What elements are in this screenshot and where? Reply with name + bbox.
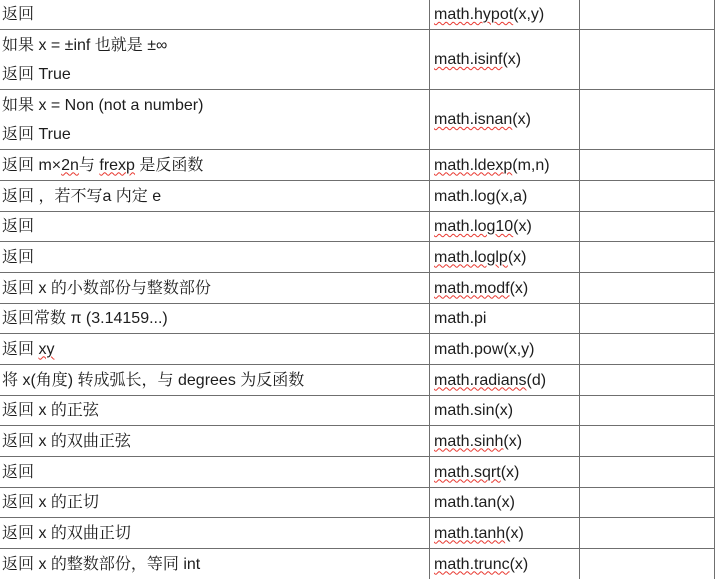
text-segment: 返回 x 的正切	[2, 494, 99, 511]
function-args: (x)	[509, 555, 529, 573]
description-cell[interactable]	[0, 304, 430, 333]
table-row	[0, 273, 715, 304]
function-cell[interactable]	[430, 181, 580, 211]
description-line	[2, 91, 429, 120]
function-name: math.tanh	[434, 524, 506, 542]
function-args: (x)	[513, 218, 532, 235]
table-row	[0, 90, 715, 150]
text-segment: 返回 True	[2, 125, 71, 143]
function-cell[interactable]	[430, 0, 580, 29]
table-row	[0, 30, 715, 90]
description-cell[interactable]	[0, 0, 430, 29]
description-cell[interactable]	[0, 30, 430, 89]
notes-cell[interactable]	[580, 212, 715, 241]
description-line	[2, 182, 429, 211]
function-args: (x)	[502, 51, 522, 68]
table-row	[0, 396, 715, 426]
function-args: (x)	[494, 402, 514, 419]
description-line	[2, 366, 429, 395]
text-segment: 返回	[2, 248, 35, 266]
function-args: (x)	[507, 248, 527, 266]
function-name: math.hypot	[434, 6, 514, 23]
notes-cell[interactable]	[580, 181, 715, 211]
notes-cell[interactable]	[580, 0, 715, 29]
function-cell[interactable]	[430, 334, 580, 364]
description-line	[2, 550, 429, 579]
function-name: math.pi	[434, 310, 487, 327]
description-line	[2, 60, 429, 89]
function-cell[interactable]	[430, 90, 580, 149]
description-line	[2, 488, 429, 517]
description-cell[interactable]	[0, 426, 430, 456]
function-name: math.sinh	[434, 432, 504, 450]
description-line	[2, 274, 429, 303]
function-cell[interactable]	[430, 518, 580, 548]
function-cell[interactable]	[430, 365, 580, 395]
table-row	[0, 304, 715, 334]
description-line	[2, 31, 429, 60]
function-args: (x,y)	[503, 340, 535, 358]
misspelled-text: xy	[38, 340, 55, 358]
notes-cell[interactable]	[580, 242, 715, 272]
function-cell[interactable]	[430, 426, 580, 456]
table-row	[0, 518, 715, 549]
function-name: math.ldexp	[434, 156, 513, 174]
notes-cell[interactable]	[580, 365, 715, 395]
function-args: (x)	[496, 494, 515, 511]
table-row	[0, 150, 715, 181]
text-segment: 如果 x = ±inf 也就是 ±∞	[2, 36, 168, 54]
description-line	[2, 427, 429, 456]
function-name: math.isinf	[434, 51, 503, 68]
function-name: math.loglp	[434, 248, 508, 266]
function-name: math.tan	[434, 494, 497, 511]
table-row	[0, 549, 715, 579]
table-row	[0, 334, 715, 365]
description-line	[2, 0, 429, 29]
description-line	[2, 243, 429, 272]
notes-cell[interactable]	[580, 304, 715, 333]
function-args: (x,a)	[495, 187, 528, 205]
notes-cell[interactable]	[580, 30, 715, 89]
description-line	[2, 396, 429, 425]
function-args: (x)	[505, 524, 524, 542]
function-name: math.sqrt	[434, 463, 501, 481]
description-line	[2, 212, 429, 241]
table-row	[0, 242, 715, 273]
notes-cell[interactable]	[580, 457, 715, 487]
notes-cell[interactable]	[580, 150, 715, 180]
text-segment: 返回 x 的正弦	[2, 402, 99, 419]
description-cell[interactable]	[0, 365, 430, 395]
description-cell[interactable]	[0, 457, 430, 487]
description-line	[2, 151, 429, 180]
table-row	[0, 212, 715, 242]
notes-cell[interactable]	[580, 518, 715, 548]
text-segment: 返回 m×	[2, 156, 62, 174]
notes-cell[interactable]	[580, 426, 715, 456]
text-segment: 返回常数 π (3.14159...)	[2, 310, 168, 327]
text-segment: 是反函数	[134, 156, 204, 174]
function-name: math.radians	[434, 371, 527, 389]
function-cell[interactable]	[430, 457, 580, 487]
notes-cell[interactable]	[580, 396, 715, 425]
table-row	[0, 181, 715, 212]
table-row	[0, 0, 715, 30]
text-segment: 与	[78, 156, 100, 174]
function-args: (x)	[503, 432, 523, 450]
function-args: (d)	[526, 371, 547, 389]
function-cell[interactable]	[430, 242, 580, 272]
text-segment: 返回 ，若不写a 内定 e	[2, 187, 162, 205]
function-cell[interactable]	[430, 212, 580, 241]
notes-cell[interactable]	[580, 334, 715, 364]
text-segment: 如果 x = Non (not a number)	[2, 96, 204, 114]
description-line	[2, 335, 429, 364]
function-cell[interactable]	[430, 488, 580, 517]
text-segment: 返回	[2, 218, 35, 235]
description-line	[2, 304, 429, 333]
description-line	[2, 120, 429, 149]
function-args: (x,y)	[513, 6, 545, 23]
function-name: math.log	[434, 187, 496, 205]
function-cell[interactable]	[430, 150, 580, 180]
table-row	[0, 365, 715, 396]
description-cell[interactable]	[0, 396, 430, 425]
description-cell[interactable]	[0, 150, 430, 180]
description-cell[interactable]	[0, 181, 430, 211]
description-cell[interactable]	[0, 90, 430, 149]
description-cell[interactable]	[0, 549, 430, 579]
function-cell[interactable]	[430, 549, 580, 579]
misspelled-text: 2n	[61, 156, 79, 174]
function-args: (x)	[512, 111, 531, 128]
notes-cell[interactable]	[580, 90, 715, 149]
misspelled-text: frexp	[99, 156, 135, 174]
text-segment: 返回 x 的双曲正弦	[2, 432, 131, 450]
notes-cell[interactable]	[580, 549, 715, 579]
description-line	[2, 519, 429, 548]
function-name: math.trunc	[434, 555, 510, 573]
function-name: math.log10	[434, 218, 514, 235]
function-name: math.isnan	[434, 111, 513, 128]
function-cell[interactable]	[430, 273, 580, 303]
function-name: math.modf	[434, 279, 510, 297]
text-segment: 返回	[2, 463, 35, 481]
function-args: (m,n)	[512, 156, 550, 174]
description-cell[interactable]	[0, 518, 430, 548]
description-cell[interactable]	[0, 334, 430, 364]
text-segment: 返回 x 的整数部份，等同 int	[2, 555, 201, 573]
description-cell[interactable]	[0, 212, 430, 241]
table-row	[0, 488, 715, 518]
function-cell[interactable]	[430, 30, 580, 89]
text-segment: 返回	[2, 340, 39, 358]
function-cell[interactable]	[430, 396, 580, 425]
text-segment: 返回	[2, 6, 35, 23]
function-args: (x)	[500, 463, 520, 481]
table-row	[0, 457, 715, 488]
function-name: math.pow	[434, 340, 504, 358]
description-cell[interactable]	[0, 488, 430, 517]
text-segment: 返回 True	[2, 65, 71, 83]
function-cell[interactable]	[430, 304, 580, 333]
text-segment: 返回 x 的小数部份与整数部份	[2, 279, 211, 297]
table-row	[0, 426, 715, 457]
description-line	[2, 458, 429, 487]
notes-cell[interactable]	[580, 488, 715, 517]
function-args: (x)	[509, 279, 529, 297]
description-cell[interactable]	[0, 273, 430, 303]
notes-cell[interactable]	[580, 273, 715, 303]
description-cell[interactable]	[0, 242, 430, 272]
text-segment: 返回 x 的双曲正切	[2, 524, 131, 542]
text-segment: 将 x(角度) 转成弧长，与 degrees 为反函数	[2, 371, 305, 389]
function-name: math.sin	[434, 402, 495, 419]
